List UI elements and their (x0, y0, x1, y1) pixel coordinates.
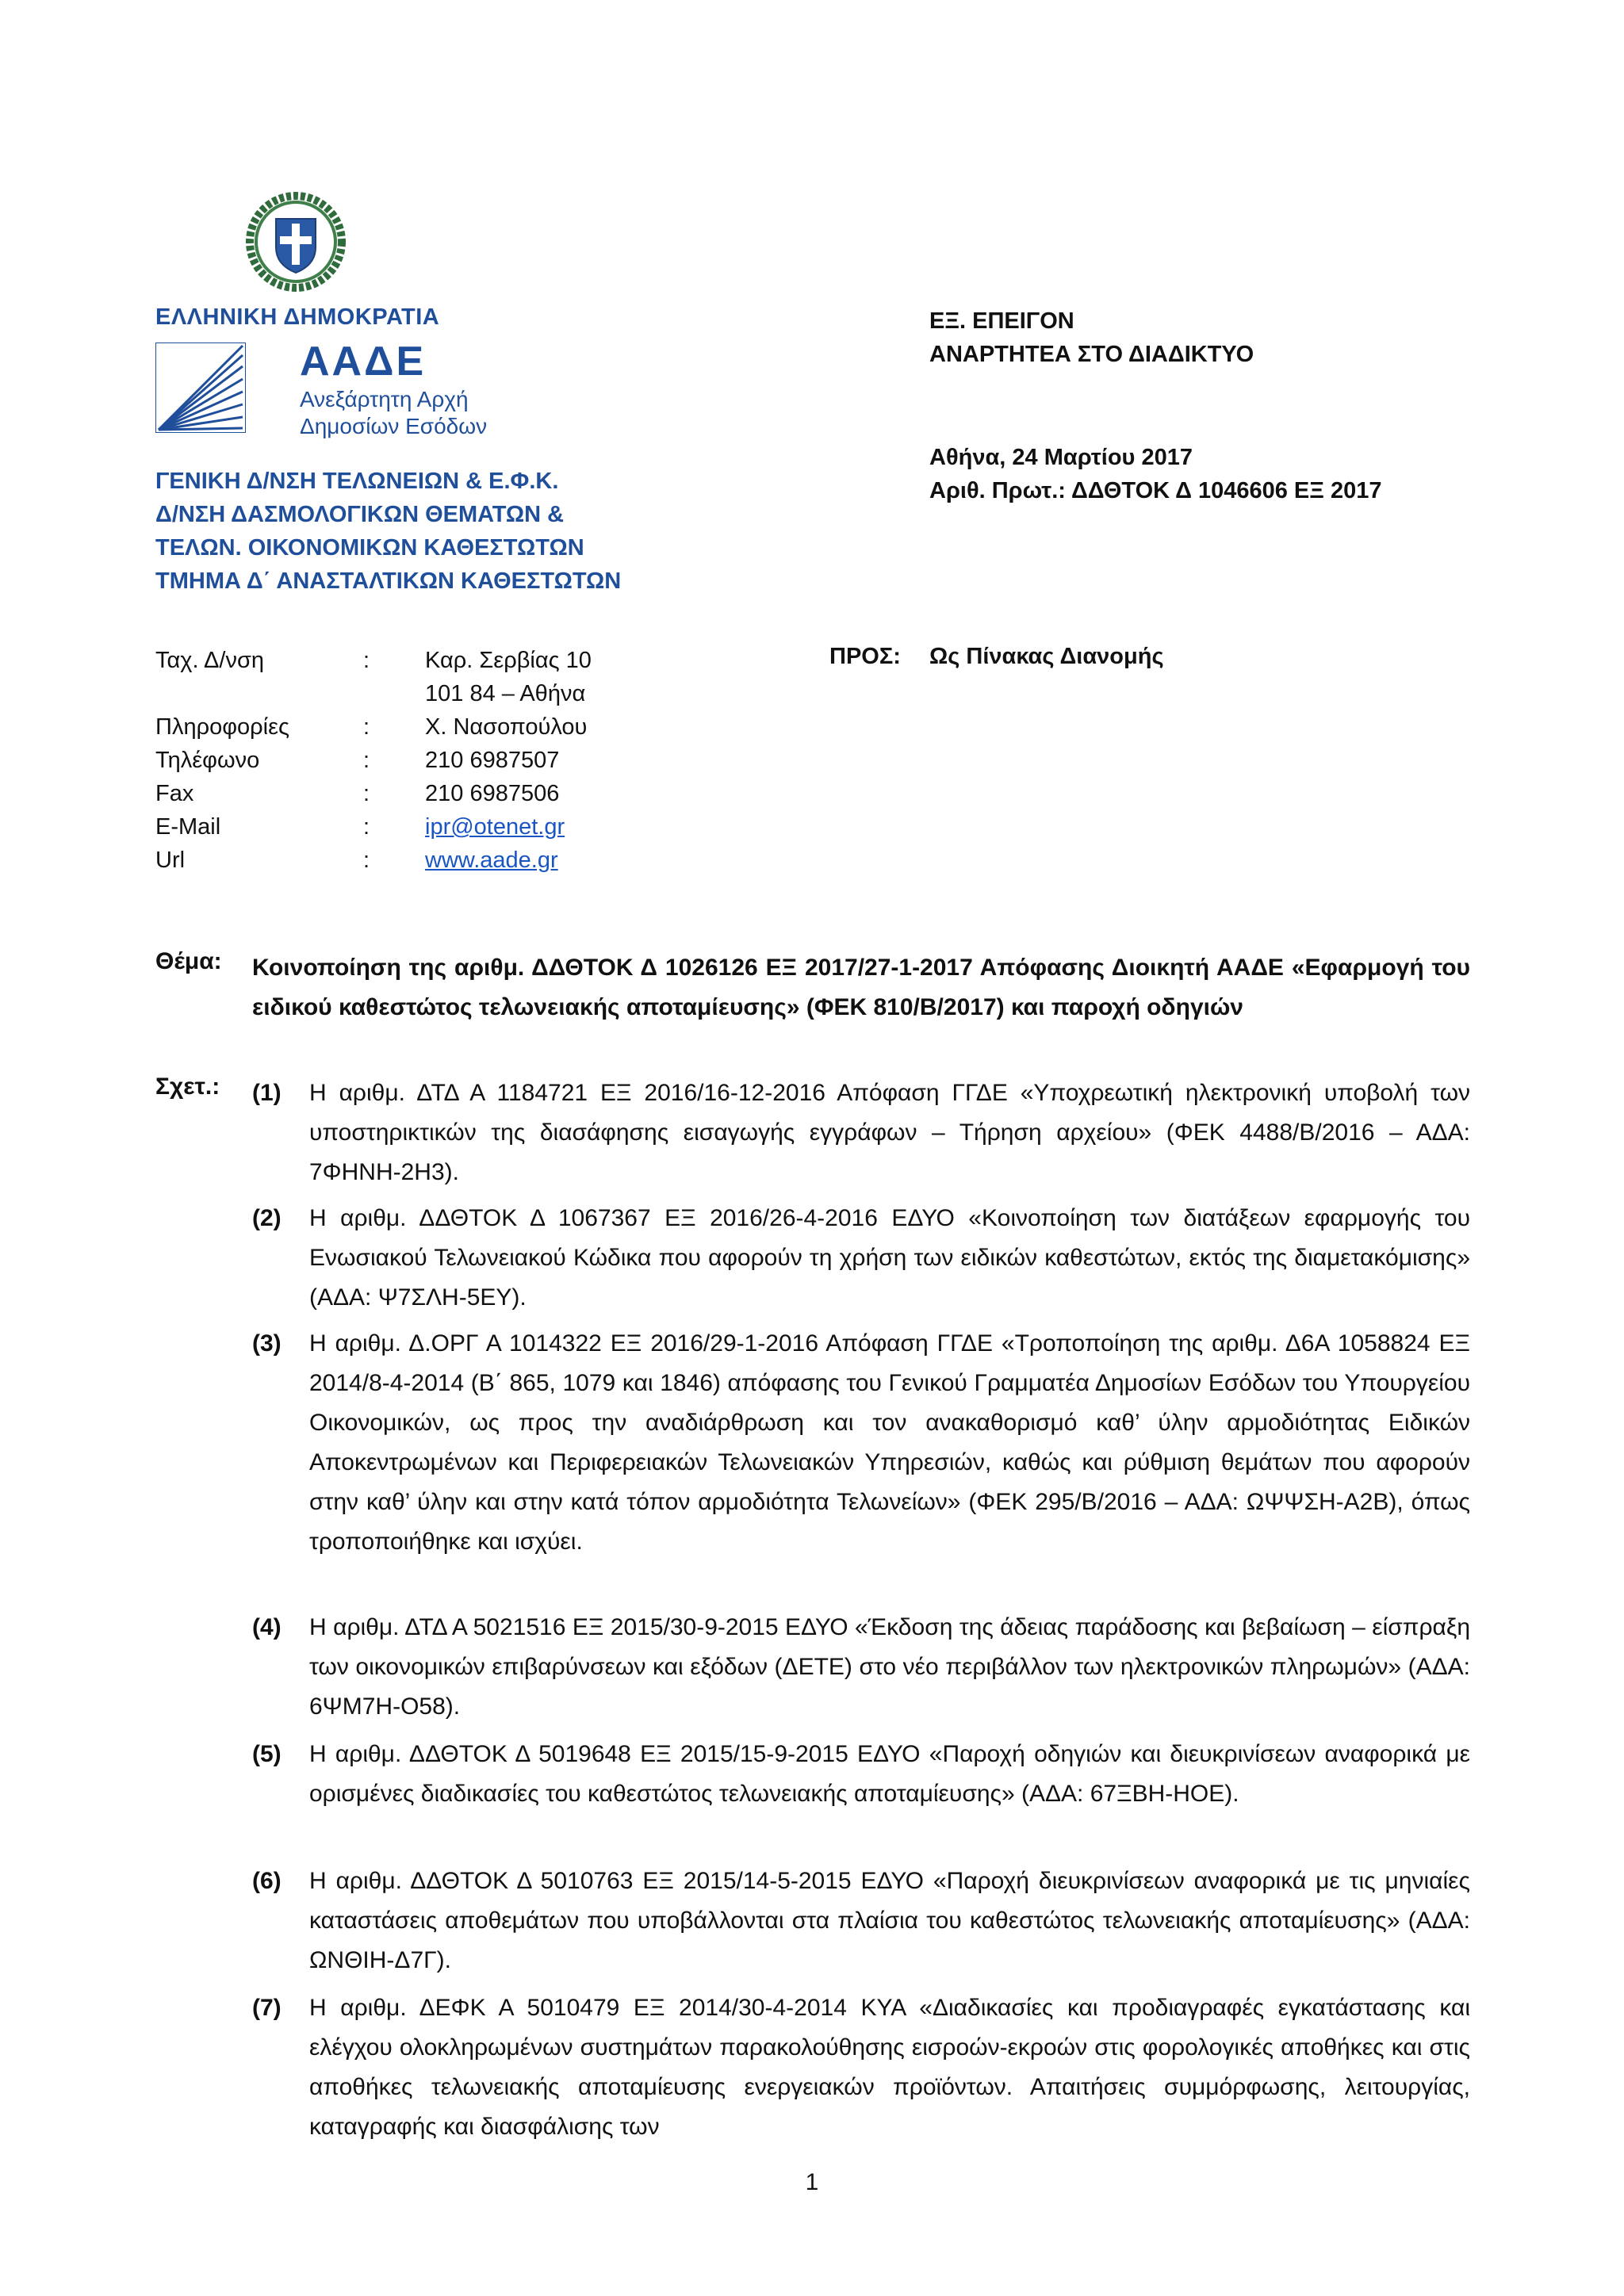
document-date: Αθήνα, 24 Μαρτίου 2017 (929, 445, 1193, 470)
department-line: Δ/ΝΣΗ ΔΑΣΜΟΛΟΓΙΚΩΝ ΘΕΜΑΤΩΝ & (155, 502, 565, 527)
reference-text: Η αριθμ. ΔΔΘΤΟΚ Δ 5010763 ΕΞ 2015/14-5-2015 ΕΔΥΟ «Παροχή διευκρινίσεων αναφορικά με τις μηνιαίες καταστάσεις αποθεμάτων που υποβάλλονται στα πλαίσια του καθεστώτος τελωνειακής αποταμίευσης» (ΑΔΑ: ΩΝΘΙΗ-Δ7Γ). (309, 1868, 1470, 1973)
contact-colon: : (363, 781, 370, 806)
department-line: ΓΕΝΙΚΗ Δ/ΝΣΗ ΤΕΛΩΝΕΙΩΝ & Ε.Φ.Κ. (155, 469, 559, 494)
aade-logo-name: ΑΑΔΕ (300, 339, 427, 385)
contact-colon: : (363, 648, 370, 673)
recipient-value: Ως Πίνακας Διανομής (929, 644, 1164, 669)
contact-value: 101 84 – Αθήνα (425, 681, 586, 706)
aade-logo-line1: Ανεξάρτητη Αρχή (300, 387, 469, 411)
contact-label: Url (155, 848, 186, 873)
department-line: ΤΕΛΩΝ. ΟΙΚΟΝΟΜΙΚΩΝ ΚΑΘΕΣΤΩΤΩΝ (155, 535, 584, 561)
publish-note: ΑΝΑΡΤΗΤΕΑ ΣΤΟ ΔΙΑΔΙΚΤΥΟ (929, 342, 1254, 367)
aade-mark-icon (155, 342, 246, 433)
contact-colon: : (363, 714, 370, 740)
contact-value: Χ. Νασοπούλου (425, 714, 588, 740)
department-block (155, 465, 621, 598)
reference-number: (4) (252, 1614, 282, 1640)
recipient-label: ΠΡΟΣ: (829, 644, 901, 669)
contact-value: 210 6987506 (425, 781, 560, 806)
page-number: 1 (805, 2169, 819, 2195)
reference-number: (3) (252, 1330, 282, 1357)
contact-label: E-Mail (155, 814, 221, 840)
contact-colon: : (363, 848, 370, 873)
contact-label: Fax (155, 781, 194, 806)
reference-text: Η αριθμ. ΔΕΦΚ Α 5010479 ΕΞ 2014/30-4-2014 ΚΥΑ «Διαδικασίες και προδιαγραφές εγκατάστασης και ελέγχου ολοκληρωμένων συστημάτων παρακολούθησης εισροών-εκροών στις φορολογικές αποθήκες και στις αποθήκες τελωνειακής αποταμίευσης ενεργειακών προϊόντων. Απαιτήσεις συμμόρφωσης, λειτουργίας, καταγραφής και διασφάλισης των (309, 1995, 1470, 2140)
aade-logo-line2: Δημοσίων Εσόδων (300, 414, 488, 438)
reference-number: (5) (252, 1741, 282, 1767)
urgency-label: ΕΞ. ΕΠΕΙΓΟΝ (929, 308, 1074, 334)
protocol-number: Αριθ. Πρωτ.: ΔΔΘΤΟΚ Δ 1046606 ΕΞ 2017 (929, 478, 1382, 503)
reference-number: (7) (252, 1995, 282, 2021)
reference-text: Η αριθμ. ΔΔΘΤΟΚ Δ 5019648 ΕΞ 2015/15-9-2015 ΕΔΥΟ «Παροχή οδηγιών και διευκρινίσεων αναφορικά με ορισμένες διαδικασίες του καθεστώτος τελωνειακής αποταμίευσης» (ΑΔΑ: 67ΞΒΗ-ΗΟΕ). (309, 1741, 1470, 1807)
aade-logo (155, 338, 512, 441)
contact-colon: : (363, 814, 370, 840)
reference-text: Η αριθμ. ΔΤΔ Α 5021516 ΕΞ 2015/30-9-2015 ΕΔΥΟ «Έκδοση της άδειας παράδοσης και βεβαίωση – είσπραξη των οικονομικών επιβαρύνσεων και εξόδων (ΔΕΤΕ) στο νέο περιβάλλον των ηλεκτρονικών πληρωμών» (ΑΔΑ: 6ΨΜ7Η-Ο58). (309, 1614, 1470, 1720)
republic-heading: ΕΛΛΗΝΙΚΗ ΔΗΜΟΚΡΑΤΙΑ (155, 304, 440, 330)
reference-text: Η αριθμ. ΔΔΘΤΟΚ Δ 1067367 ΕΞ 2016/26-4-2016 ΕΔΥΟ «Κοινοποίηση των διατάξεων εφαρμογής του Ενωσιακού Τελωνειακού Κώδικα που αφορούν τη χρήση των ειδικών καθεστώτων, εκτός της διαμετακόμισης» (ΑΔΑ: Ψ7ΣΛΗ-5ΕΥ). (309, 1205, 1470, 1311)
reference-text: Η αριθμ. Δ.ΟΡΓ Α 1014322 ΕΞ 2016/29-1-2016 Απόφαση ΓΓΔΕ «Τροποποίηση της αριθμ. Δ6Α 1058824 ΕΞ 2014/8-4-2014 (Β΄ 865, 1079 και 1846) απόφασης του Γενικού Γραμματέα Δημοσίων Εσόδων του Υπουργείου Οικονομικών, ως προς την αναδιάρθρωση και τον ανακαθορισμό καθ’ ύλην αρμοδιότητας Ειδικών Αποκεντρωμένων και Περιφερειακών Τελωνειακών Υπηρεσιών, καθώς και ρύθμιση θεμάτων που αφορούν στην καθ’ ύλην και στην κατά τόπον αρμοδιότητα Τελωνείων» (ΦΕΚ 295/Β/2016 – ΑΔΑ: ΩΨΨΣΗ-Α2Β), όπως τροποποιήθηκε και ισχύει. (309, 1330, 1470, 1555)
reference-number: (1) (252, 1080, 282, 1106)
reference-number: (6) (252, 1868, 282, 1894)
contact-value: Καρ. Σερβίας 10 (425, 648, 592, 673)
subject-label: Θέμα: (155, 948, 222, 974)
website-link[interactable]: www.aade.gr (425, 848, 558, 873)
contact-colon: : (363, 748, 370, 773)
reference-text: Η αριθμ. ΔΤΔ Α 1184721 ΕΞ 2016/16-12-2016 Απόφαση ΓΓΔΕ «Υποχρεωτική ηλεκτρονική υποβολή των υποστηρικτικών της διασάφησης εισαγωγής εγγράφων – Τήρηση αρχείου» (ΦΕΚ 4488/Β/2016 – ΑΔΑ: 7ΦΗΝΗ-2Η3). (309, 1080, 1470, 1185)
contact-label: Πληροφορίες (155, 714, 289, 740)
contact-label: Ταχ. Δ/νση (155, 648, 264, 673)
email-link[interactable]: ipr@otenet.gr (425, 814, 565, 840)
reference-number: (2) (252, 1205, 282, 1231)
greek-emblem-icon (246, 192, 346, 292)
contact-label: Τηλέφωνο (155, 748, 260, 773)
subject-text: Κοινοποίηση της αριθμ. ΔΔΘΤΟΚ Δ 1026126 ΕΞ 2017/27-1-2017 Απόφασης Διοικητή ΑΑΔΕ «Εφαρμογή του ειδικού καθεστώτος τελωνειακής αποταμίευσης» (ΦΕΚ 810/Β/2017) και παροχή οδηγιών (252, 955, 1470, 1020)
contact-value: 210 6987507 (425, 748, 560, 773)
related-label: Σχετ.: (155, 1073, 220, 1100)
department-line: ΤΜΗΜΑ Δ΄ ΑΝΑΣΤΑΛΤΙΚΩΝ ΚΑΘΕΣΤΩΤΩΝ (155, 568, 622, 594)
